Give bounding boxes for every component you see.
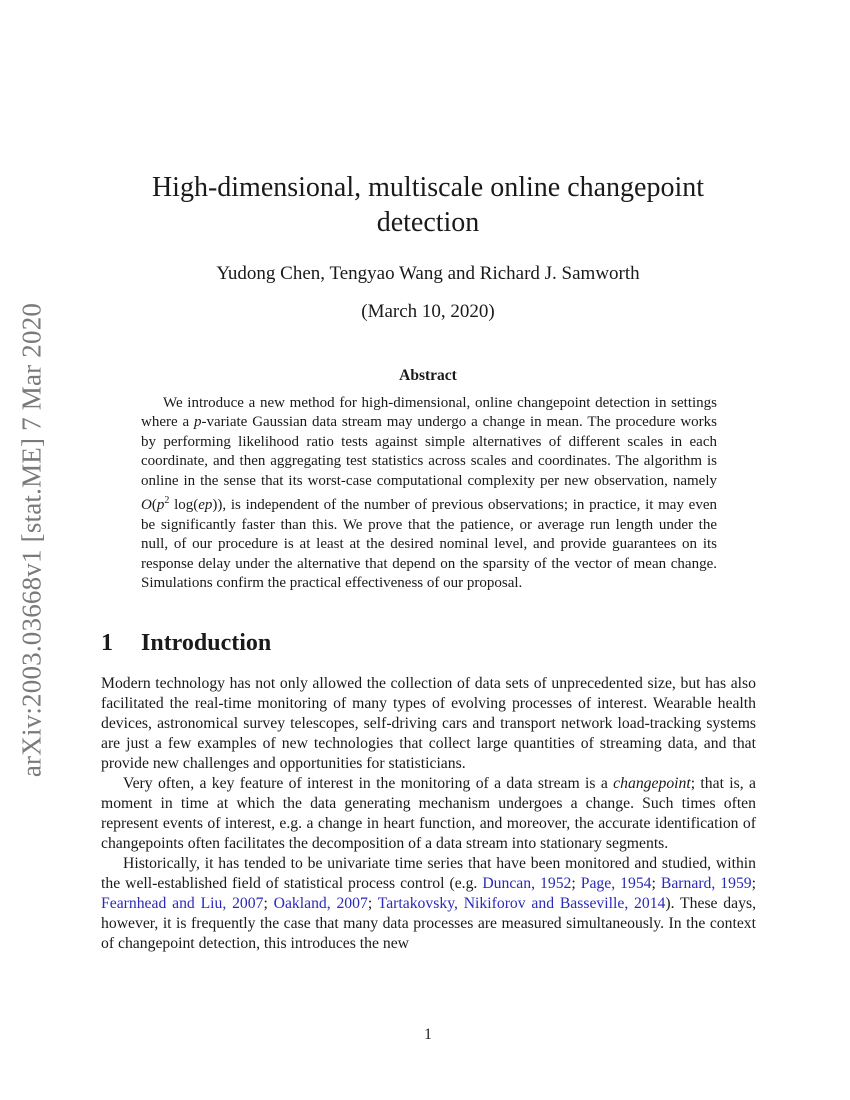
- citation-link[interactable]: Fearnhead and Liu, 2007: [101, 895, 264, 912]
- emphasized-term: changepoint: [613, 775, 691, 792]
- complexity-expression: $O(p^2$ log(ep): [141, 495, 218, 514]
- variable-p: p: [194, 414, 202, 431]
- abstract-text-1: We introduce a new method for high-dimensional, online changepoint detection in settings where a: [141, 395, 717, 431]
- page-number: 1: [424, 1026, 432, 1043]
- abstract-heading: Abstract: [399, 367, 457, 384]
- author-list: Yudong Chen, Tengyao Wang and Richard J. Samworth: [216, 263, 640, 284]
- section-number: 1: [101, 630, 113, 656]
- introduction-body: [101, 674, 756, 954]
- abstract-body: [141, 394, 717, 594]
- intro-paragraph-2: Very often, a key feature of interest in the monitoring of a data stream is a changepoint; that is, a moment in time at which the data generating mechanism undergoes a change. Such times often represent events of interest, e.g. a change in heart function, and moreover, the accurate identification of changepoints often facilitates the decomposition of a data stream into stationary segments.: [101, 775, 756, 852]
- title-line-2: detection: [376, 207, 480, 238]
- abstract-text-3: ), is independent of the number of previous observations; in practice, it may even be significantly faster than this. We prove that the patience, or average run length under the null, of our procedure is at least at the desired nominal level, and provide guarantees on its response delay under the alternative that depend on the sparsity of the vector of mean change. Simulations confirm the practical effectiveness of our proposal.: [141, 497, 717, 592]
- citation-link[interactable]: Barnard, 1959: [660, 875, 752, 892]
- citation-link[interactable]: Page, 1954: [580, 875, 652, 892]
- intro-paragraph-3: Historically, it has tended to be univariate time series that have been monitored and studied, within the well-established field of statistical process control (e.g. Duncan, 1952; Page, 1954; Barnard, 1959; Fearnhead and Liu, 2007; Oakland, 2007; Tartakovsky, Nikiforov and Basseville, 2014). These days, however, it is frequently the case that many data processes are measured simultaneously. In the context of changepoint detection, this introduces the new: [101, 855, 757, 952]
- arxiv-identifier: arXiv:2003.03668v1 [stat.ME] 7 Mar 2020: [16, 302, 47, 778]
- paper-title: [100, 170, 756, 240]
- arxiv-side-stamp: [12, 290, 52, 790]
- paper-date: (March 10, 2020): [361, 301, 495, 322]
- intro-paragraph-1: Modern technology has not only allowed the collection of data sets of unprecedented size, but has also facilitated the real-time monitoring of many types of evolving processes of interest. Wearable health devices, astronomical survey telescopes, self-driving cars and transport network load-tracking systems are just a few examples of new technologies that collect large quantities of streaming data, and that provide new challenges and opportunities for statisticians.: [101, 675, 756, 772]
- section-heading: [101, 630, 271, 657]
- citation-link[interactable]: Oakland, 2007: [273, 895, 368, 912]
- title-line-1: High-dimensional, multiscale online changepoint: [151, 172, 705, 203]
- citation-link[interactable]: Duncan, 1952: [482, 875, 572, 892]
- abstract-text-2: -variate Gaussian data stream may undergo a change in mean. The procedure works by performing likelihood ratio tests against simple alternatives of different scales in each coordinate, and then aggregating test statistics across scales and coordinates. The algorithm is online in the sense that its worst-case computational complexity per new observation, namely: [141, 414, 718, 489]
- citation-link[interactable]: Tartakovsky, Nikiforov and Basseville, 2014: [377, 895, 666, 912]
- section-title: Introduction: [141, 630, 272, 656]
- abstract-paragraph: [141, 394, 717, 594]
